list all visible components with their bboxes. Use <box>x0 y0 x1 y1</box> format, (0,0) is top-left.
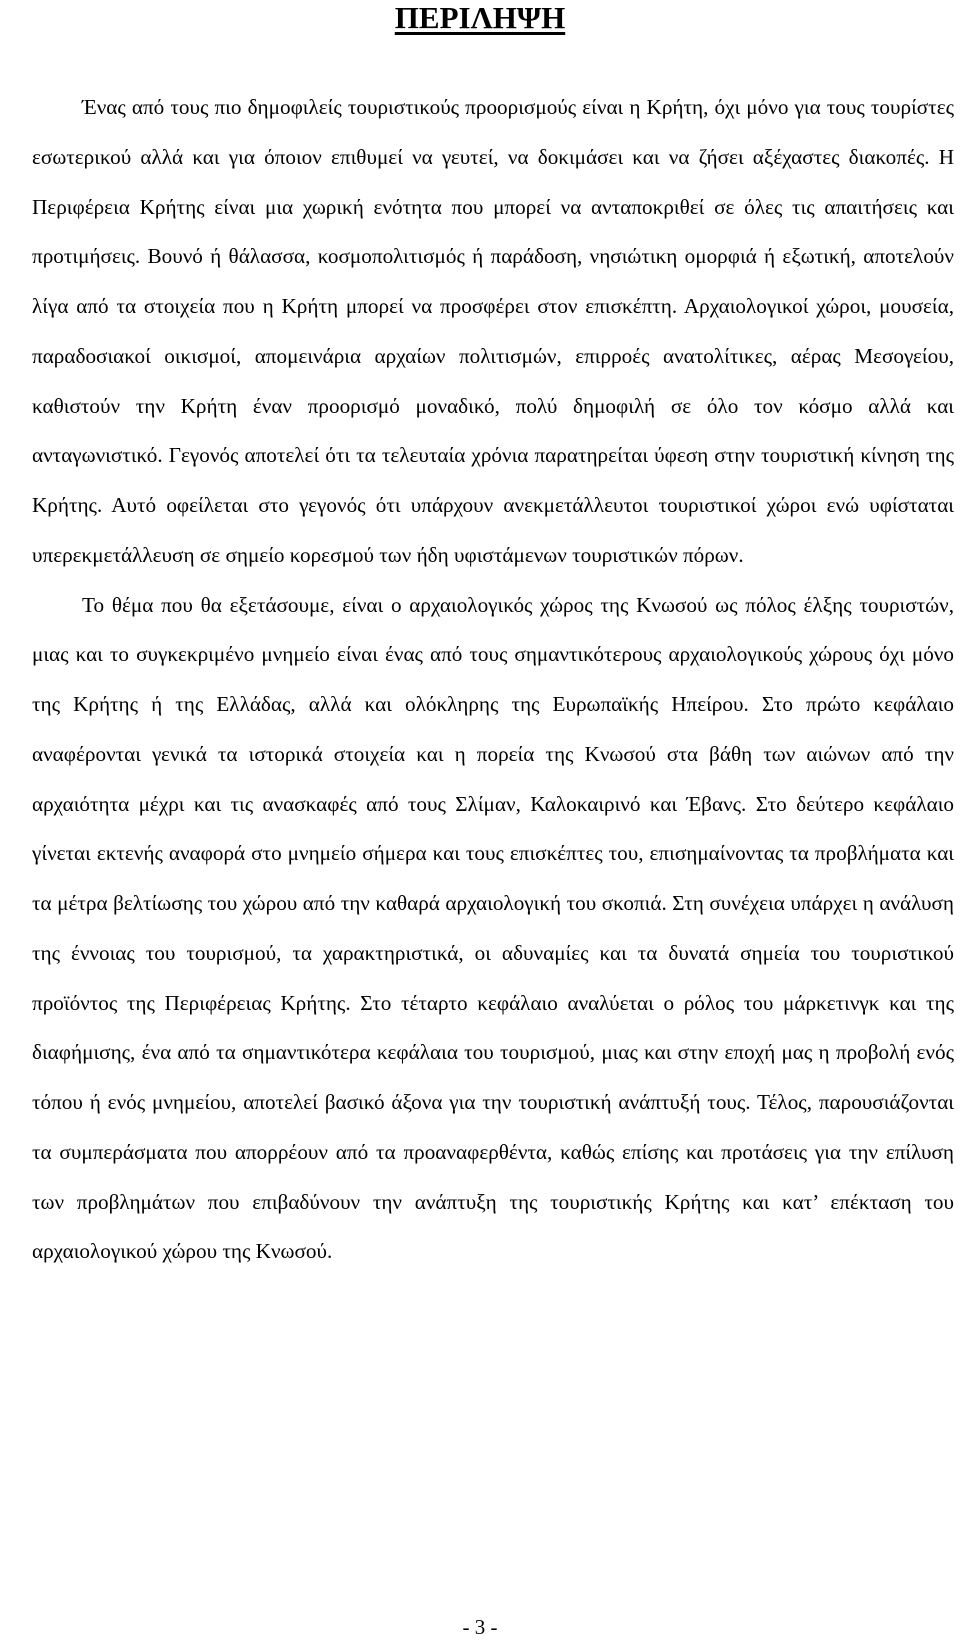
page-number: - 3 - <box>462 1615 498 1639</box>
document-body <box>32 83 954 1277</box>
page-title: ΠΕΡΙΛΗΨΗ <box>394 0 566 35</box>
paragraph-topic: Το θέμα που θα εξετάσουμε, είναι ο αρχαιολογικός χώρος της Κνωσού ως πόλος έλξης τουριστών, μιας και το συγκεκριμένο μνημείο είναι ένας από τους σημαντικότερους αρχαιολογικούς χώρους όχι μόνο της Κρήτης ή της Ελλάδας, αλλά και ολόκληρης της Ευρωπαϊκής Ηπείρου. Στο πρώτο κεφάλαιο αναφέρονται γενικά τα ιστορικά στοιχεία και η πορεία της Κνωσού στα βάθη των αιώνων από την αρχαιότητα μέχρι και τις ανασκαφές από τους Σλίμαν, Καλοκαιρινό και Έβανς. Στο δεύτερο κεφάλαιο γίνεται εκτενής αναφορά στο μνημείο σήμερα και τους επισκέπτες του, επισημαίνοντας τα προβλήματα και τα μέτρα βελτίωσης του χώρου από την καθαρά αρχαιολογική του σκοπιά. Στη συνέχεια υπάρχει η ανάλυση της έννοιας του τουρισμού, τα χαρακτηριστικά, οι αδυναμίες και τα δυνατά σημεία του τουριστικού προϊόντος της Περιφέρειας Κρήτης. Στο τέταρτο κεφάλαιο αναλύεται ο ρόλος του μάρκετινγκ και της διαφήμισης, ένα από τα σημαντικότερα κεφάλαια του τουρισμού, μιας και στην εποχή μας η προβολή ενός τόπου ή ενός μνημείου, αποτελεί βασικό άξονα για την τουριστική ανάπτυξή τους. Τέλος, παρουσιάζονται τα συμπεράσματα που απορρέουν από τα προαναφερθέντα, καθώς επίσης και προτάσεις για την επίλυση των προβλημάτων που επιβαδύνουν την ανάπτυξη της τουριστικής Κρήτης και κατ’ επέκταση του αρχαιολογικού χώρου της Κνωσού. <box>32 592 954 1264</box>
paragraph-intro: Ένας από τους πιο δημοφιλείς τουριστικούς προορισμούς είναι η Κρήτη, όχι μόνο για τους τουρίστες εσωτερικού αλλά και για όποιον επιθυμεί να γευτεί, να δοκιμάσει και να ζήσει αξέχαστες διακοπές. Η Περιφέρεια Κρήτης είναι μια χωρική ενότητα που μπορεί να ανταποκριθεί σε όλες τις απαιτήσεις και προτιμήσεις. Βουνό ή θάλασσα, κοσμοπολιτισμός ή παράδοση, νησιώτικη ομορφιά ή εξωτική, αποτελούν λίγα από τα στοιχεία που η Κρήτη μπορεί να προσφέρει στον επισκέπτη. Αρχαιολογικοί χώροι, μουσεία, παραδοσιακοί οικισμοί, απομεινάρια αρχαίων πολιτισμών, επιρροές ανατολίτικες, αέρας Μεσογείου, καθιστούν την Κρήτη έναν προορισμό μοναδικό, πολύ δημοφιλή σε όλο τον κόσμο αλλά και ανταγωνιστικό. Γεγονός αποτελεί ότι τα τελευταία χρόνια παρατηρείται ύφεση στην τουριστική κίνηση της Κρήτης. Αυτό οφείλεται στο γεγονός ότι υπάρχουν ανεκμετάλλευτοι τουριστικοί χώροι ενώ υφίσταται υπερεκμετάλλευση σε σημείο κορεσμού των ήδη υφιστάμενων τουριστικών πόρων. <box>32 95 954 567</box>
